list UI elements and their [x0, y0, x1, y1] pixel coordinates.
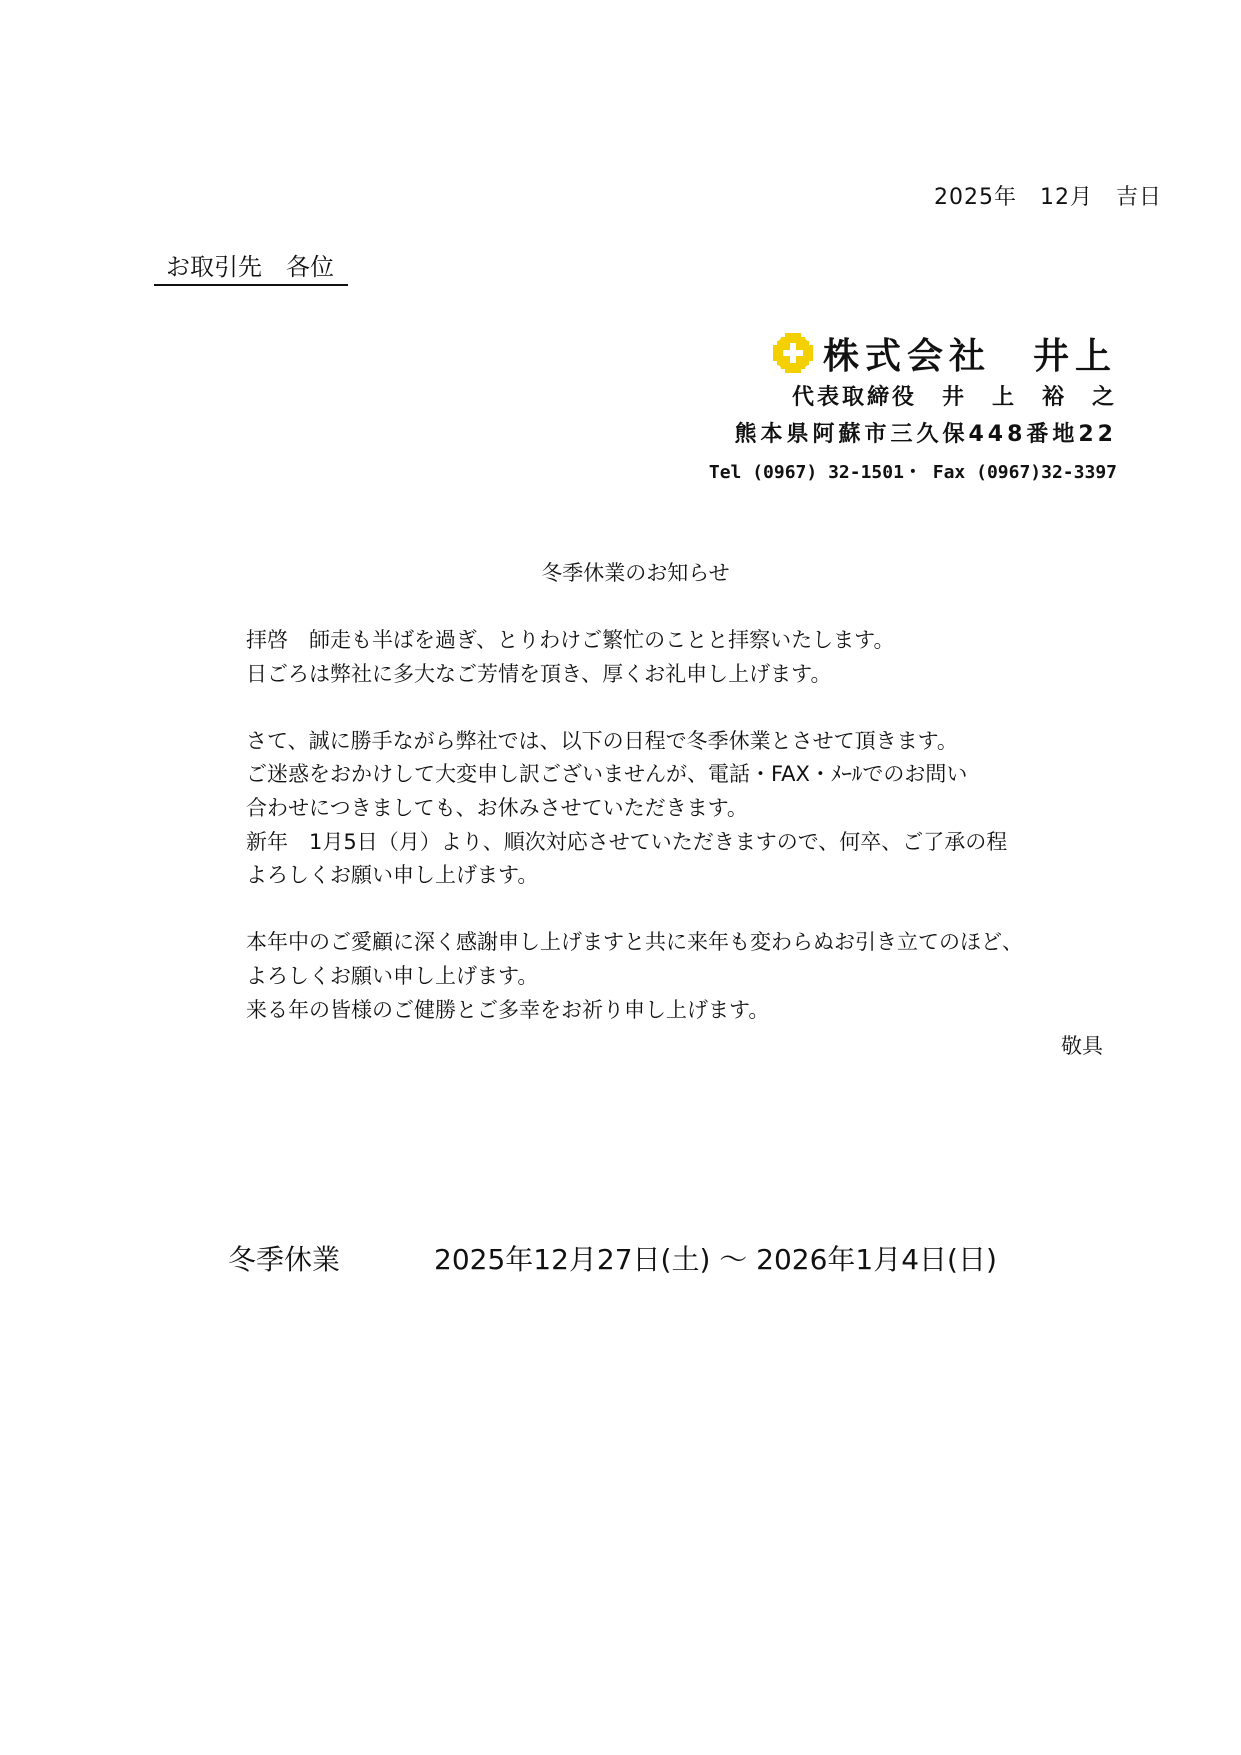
body-line: 新年 1月5日（月）より、順次対応させていただきますので、何卒、ご了承の程 — [246, 829, 1008, 854]
letter-body — [246, 624, 1126, 1027]
body-line: 拝啓 師走も半ばを過ぎ、とりわけご繁忙のことと拝察いたします。 — [246, 628, 895, 652]
representative-name: 代表取締役 井 上 裕 之 — [791, 385, 1117, 410]
recipient-line: お取引先 各位 — [154, 247, 348, 286]
sender-block — [709, 330, 1117, 484]
paragraph-spacer — [246, 691, 1126, 725]
body-line: 合わせにつきましても、お休みさせていただきます。 — [246, 795, 748, 820]
body-line: 来る年の皆様のご健勝とご多幸をお祈り申し上げます。 — [246, 997, 770, 1022]
paragraph-spacer — [246, 893, 1126, 927]
body-line: 日ごろは弊社に多大なご芳情を頂き、厚くお礼申し上げます。 — [246, 661, 832, 686]
body-line: さて、誠に勝手ながら弊社では、以下の日程で冬季休業とさせて頂きます。 — [246, 728, 958, 753]
body-line: よろしくお願い申し上げます。 — [246, 963, 539, 988]
closing-phrase: 敬具 — [1061, 1034, 1103, 1058]
company-name-line — [709, 330, 1117, 376]
company-contact: Tel (0967) 32-1501・ Fax (0967)32-3397 — [708, 462, 1117, 483]
holiday-period: 2025年12月27日(土) ～ 2026年1月4日(日) — [434, 1243, 997, 1276]
company-address: 熊本県阿蘇市三久保448番地22 — [734, 422, 1117, 447]
holiday-period-line — [228, 1238, 997, 1278]
body-line: ご迷惑をおかけして大変申し訳ございませんが、電話・FAX・ﾒｰﾙでのお問い — [246, 762, 968, 787]
company-name: 株式会社 井上 — [822, 335, 1117, 377]
yellow-square-emblem-icon — [773, 333, 813, 373]
letter-date: 2025年 12月 吉日 — [934, 185, 1162, 210]
notice-title: 冬季休業のお知らせ — [541, 561, 730, 585]
body-line: 本年中のご愛顧に深く感謝申し上げますと共に来年も変わらぬお引き立てのほど、 — [246, 930, 1023, 955]
holiday-label: 冬季休業 — [228, 1243, 341, 1276]
body-line: よろしくお願い申し上げます。 — [246, 863, 539, 888]
